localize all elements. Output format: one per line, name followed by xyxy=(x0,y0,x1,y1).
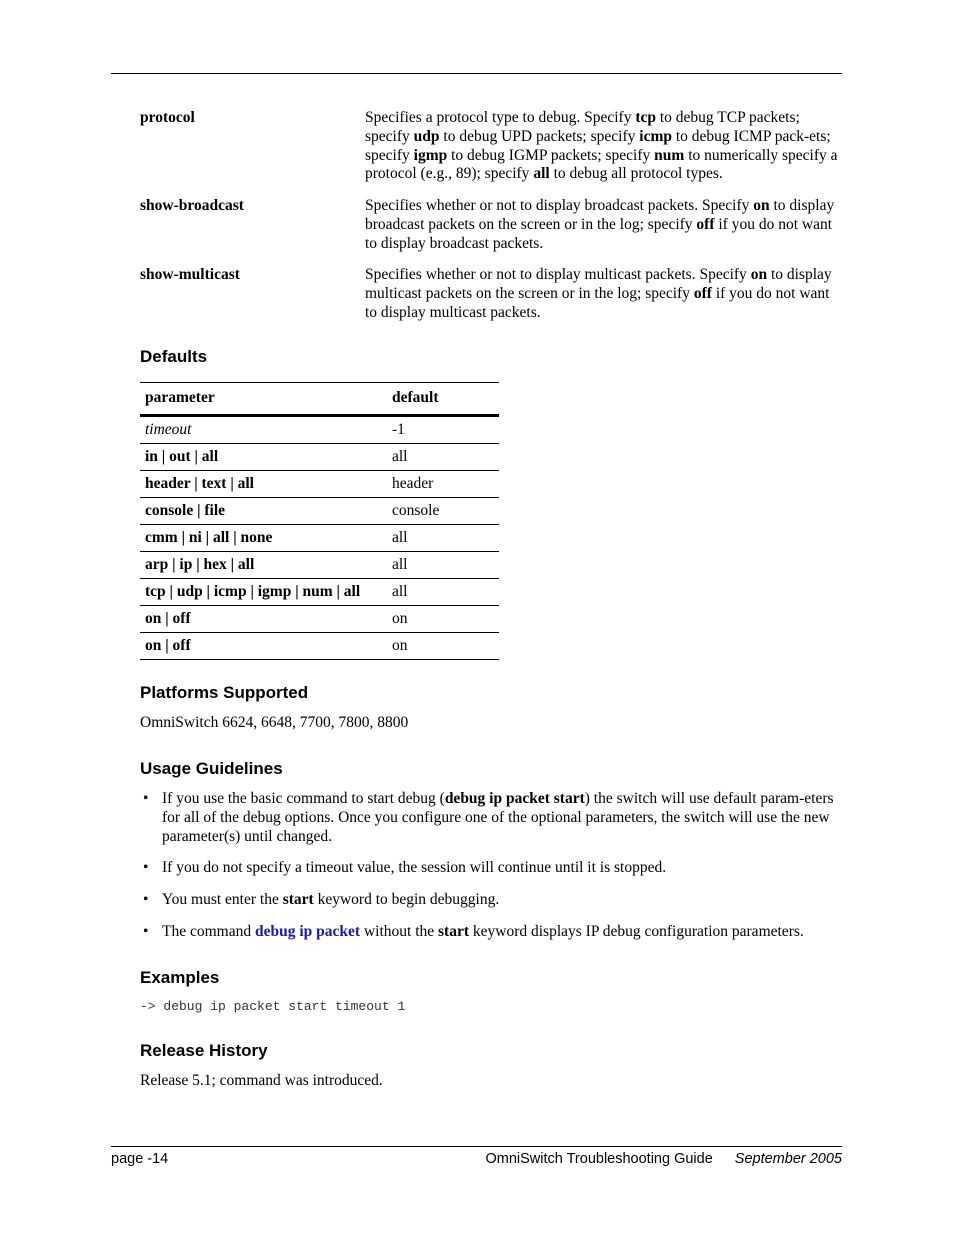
table-row xyxy=(140,552,499,579)
text-run: without the xyxy=(360,922,439,940)
footer-rule xyxy=(111,1146,842,1147)
text-run: if you do not want to display multicast packets. xyxy=(365,284,830,321)
release-heading: Release History xyxy=(140,1041,268,1060)
footer-title xyxy=(485,1151,842,1167)
bullet-text xyxy=(162,859,666,876)
bullet-icon: • xyxy=(143,891,149,909)
header-rule xyxy=(111,73,842,74)
text-run: keyword displays IP debug configuration parameters. xyxy=(469,922,804,940)
text-run: to debug TCP packets; specify xyxy=(365,109,800,145)
text-run: to numerically specify a protocol (e.g., 89); specify xyxy=(365,146,838,183)
command-link[interactable]: debug ip packet xyxy=(254,922,361,940)
page-number: page -14 xyxy=(111,1151,169,1167)
param-name: protocol xyxy=(140,109,195,126)
table-row xyxy=(140,606,499,633)
table-cell-default: header xyxy=(387,471,499,498)
table-cell-default: all xyxy=(387,579,499,606)
examples-heading: Examples xyxy=(140,968,220,987)
text-run: If you do not specify a timeout value, the session will continue until it is stopped. xyxy=(162,859,667,877)
text-run: to debug UPD packets; specify xyxy=(439,127,640,145)
table-cell-default: on xyxy=(387,606,499,633)
keyword-text: off xyxy=(696,215,715,233)
keyword-text: num xyxy=(654,146,685,164)
defaults-heading: Defaults xyxy=(140,347,208,366)
usage-heading: Usage Guidelines xyxy=(140,759,283,778)
list-item xyxy=(140,859,842,878)
text-run: The command xyxy=(162,922,255,940)
text-run: ) the switch will use default param-eters for all of the debug options. Once you configure one of the optional parameters, the switch will use the new parameter(s) until changed. xyxy=(162,790,834,845)
keyword-text: on xyxy=(753,197,770,214)
text-run: to debug all protocol types. xyxy=(549,165,723,183)
table-header-row xyxy=(140,383,499,416)
list-item xyxy=(140,923,842,942)
bullet-icon: • xyxy=(143,859,149,877)
list-item xyxy=(140,891,842,910)
column-header: parameter xyxy=(140,383,387,416)
guide-title: OmniSwitch Troubleshooting Guide xyxy=(485,1151,713,1167)
text-run: to display broadcast packets on the screen or in the log; specify xyxy=(365,197,835,233)
bullet-icon: • xyxy=(143,790,149,807)
text-run: if you do not want to display broadcast packets. xyxy=(365,215,833,252)
text-run: Specifies a protocol type to debug. Specify xyxy=(365,109,636,126)
platforms-heading: Platforms Supported xyxy=(140,683,309,702)
defaults-table-body xyxy=(140,416,499,660)
bullet-icon: • xyxy=(143,922,149,940)
table-cell-default: -1 xyxy=(387,416,499,444)
table-row xyxy=(140,444,499,471)
text-run: Specifies whether or not to display broadcast packets. Specify xyxy=(365,197,754,214)
list-item xyxy=(140,790,842,846)
bullet-text xyxy=(162,790,834,845)
table-cell-default: all xyxy=(387,444,499,471)
table-row xyxy=(140,498,499,525)
text-run: keyword to begin debugging. xyxy=(313,891,500,909)
release-text: Release 5.1; command was introduced. xyxy=(140,1072,383,1089)
text-run: to debug ICMP pack-ets; specify xyxy=(365,127,831,164)
table-cell-default: console xyxy=(387,498,499,525)
table-cell-parameter: timeout xyxy=(140,416,387,444)
text-run: to display multicast packets on the screen or in the log; specify xyxy=(365,266,832,302)
keyword-text: tcp xyxy=(635,109,656,126)
table-cell-parameter: on | off xyxy=(140,633,387,660)
text-run: Specifies whether or not to display multicast packets. Specify xyxy=(365,266,751,283)
param-description xyxy=(365,197,840,253)
table-cell-parameter: on | off xyxy=(140,606,387,633)
table-row xyxy=(140,471,499,498)
table-cell-parameter: console | file xyxy=(140,498,387,525)
text-run: to debug IGMP packets; specify xyxy=(447,146,655,164)
usage-bullet-list xyxy=(140,790,842,942)
example-code: -> debug ip packet start timeout 1 xyxy=(140,999,406,1014)
keyword-text: start xyxy=(282,891,314,909)
table-cell-parameter: tcp | udp | icmp | igmp | num | all xyxy=(140,579,387,606)
table-row xyxy=(140,579,499,606)
column-header: default xyxy=(387,383,499,416)
param-name: show-broadcast xyxy=(140,197,244,214)
table-cell-default: all xyxy=(387,552,499,579)
table-cell-parameter: header | text | all xyxy=(140,471,387,498)
param-description xyxy=(365,109,840,184)
param-description xyxy=(365,266,840,322)
keyword-text: all xyxy=(533,165,550,183)
keyword-text: icmp xyxy=(639,127,672,145)
table-row xyxy=(140,525,499,552)
keyword-text: debug ip packet start xyxy=(444,790,585,807)
keyword-text: igmp xyxy=(413,146,448,164)
table-row xyxy=(140,416,499,444)
keyword-text: udp xyxy=(413,127,440,145)
table-cell-parameter: cmm | ni | all | none xyxy=(140,525,387,552)
keyword-text: on xyxy=(750,266,768,283)
platforms-text: OmniSwitch 6624, 6648, 7700, 7800, 8800 xyxy=(140,714,409,731)
bullet-text xyxy=(162,923,804,940)
keyword-text: start xyxy=(438,922,470,940)
table-cell-default: on xyxy=(387,633,499,660)
keyword-text: off xyxy=(693,284,712,302)
table-cell-default: all xyxy=(387,525,499,552)
bullet-text xyxy=(162,891,499,908)
param-name: show-multicast xyxy=(140,266,240,283)
footer-date: September 2005 xyxy=(734,1151,842,1167)
table-cell-parameter: in | out | all xyxy=(140,444,387,471)
defaults-table xyxy=(140,382,499,660)
table-cell-parameter: arp | ip | hex | all xyxy=(140,552,387,579)
text-run: If you use the basic command to start debug ( xyxy=(162,790,445,807)
text-run: You must enter the xyxy=(162,891,283,909)
table-row xyxy=(140,633,499,660)
